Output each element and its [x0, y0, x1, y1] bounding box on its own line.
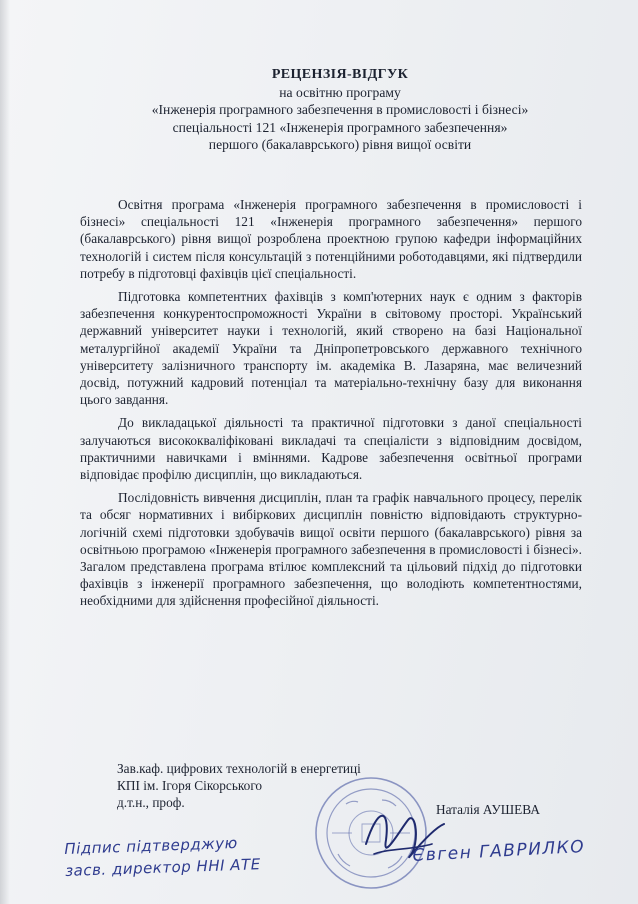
paragraph: Підготовка компетентних фахівців з комп'ютерних наук є одним з факторів забезпечення конкурентоспроможності України в світовому просторі. Український державний університет науки і технологій, який створено на базі Національної металургійної академії України та Дніпропетровського державного технічного університету залізничного транспорту ім. академіка В. Лазаряна, має величезний досвід, потужний кадровий потенціал та матеріально-технічну базу для виконання цього завдання. [80, 289, 582, 408]
signatory-name: Наталія АУШЕВА [436, 802, 540, 817]
paragraph: Послідовність вивчення дисциплін, план та графік навчального процесу, перелік та обсяг нормативних і вибіркових дисциплін повністю відповідають структурно-логічній схемі підготовки здобувачів вищої освіти першого (бакалаврського) рівня за освітньою програмою «Інженерія програмного забезпечення в промисловості і бізнесі». Загалом представлена програма втілює комплексний та цільовий підхід до підготовки фахівців з інженерії програмного забезпечення, що володіють компетентностями, необхідними для здійснення професійної діяльності. [80, 490, 582, 609]
paragraph: Освітня програма «Інженерія програмного забезпечення в промисловості і бізнесі» спеціальності 121 «Інженерія програмного забезпечення» першого (бакалаврського) рівня вищої розроблена проектною групою кафедри інформаційних технологій і систем після консультацій з потенційними роботодавцями, які підтвердили потребу в підготовці фахівців цієї спеціальності. [80, 197, 582, 281]
signatory-position: Зав.каф. цифрових технологій в енергетиці [117, 761, 361, 776]
paragraph: До викладацької діяльності та практичної підготовки з даної спеціальності залучаються висококваліфіковані викладачі та спеціалісти з відповідним досвідом, практичними навичками і вміннями. Кадрове забезпечення освітньої програми відповідає профілю дисциплін, що викладаються. [80, 415, 582, 483]
document-header [90, 66, 590, 154]
specialty-line: спеціальності 121 «Інженерія програмного забезпечення» [172, 119, 508, 135]
document-title: РЕЦЕНЗІЯ-ВІДГУК [271, 67, 409, 82]
signatory-institution: КПІ ім. Ігоря Сікорського [117, 778, 263, 794]
page-edge-shadow [0, 0, 10, 904]
level-line: першого (бакалаврського) рівня вищої освіти [208, 137, 472, 152]
signatory-degree: д.т.н., проф. [117, 795, 185, 811]
review-body [80, 196, 582, 616]
program-name: «Інженерія програмного забезпечення в промисловості і бізнесі» [151, 102, 529, 117]
handwritten-line: засв. директор ННІ АТЕ [64, 855, 261, 880]
handwritten-name: Євген ГАВРИЛКО [412, 836, 586, 866]
subtitle-line: на освітню програму [279, 84, 401, 100]
handwritten-confirmation [64, 831, 261, 882]
handwritten-line: Підпис підтверджую [64, 833, 239, 858]
